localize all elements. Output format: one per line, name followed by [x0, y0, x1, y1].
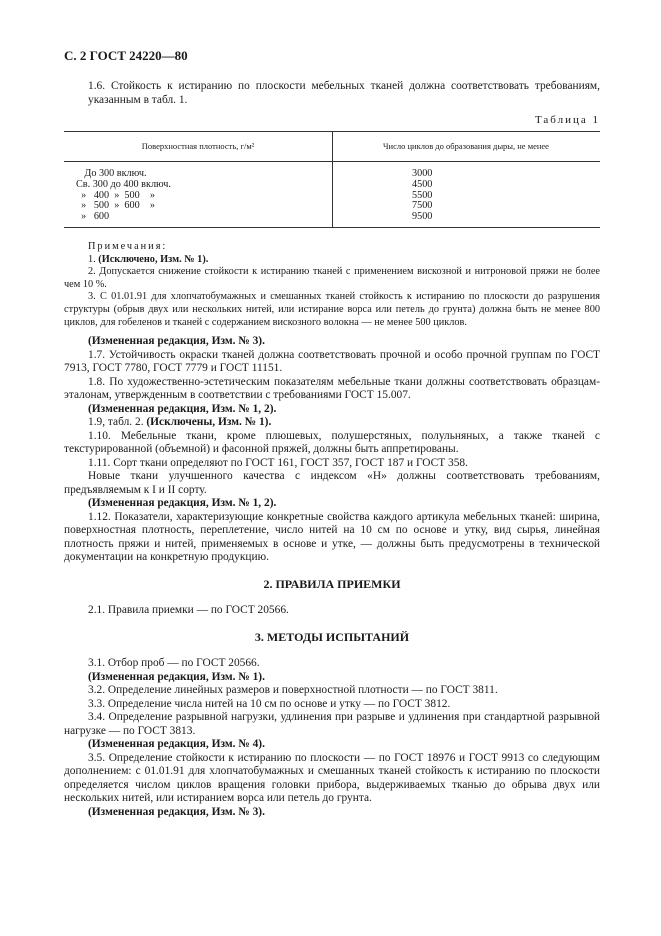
spacer	[64, 591, 600, 604]
note-1-text: (Исключено, Изм. № 1).	[98, 253, 209, 265]
spacer	[64, 618, 600, 631]
note-1-number: 1.	[88, 253, 99, 265]
table-cell-density: До 300 включ.	[64, 168, 147, 179]
clause-3-2: 3.2. Определение линейных размеров и поверхностной плотности — по ГОСТ 3811.	[88, 684, 498, 696]
table-column-cycles	[332, 169, 600, 223]
page-header: С. 2 ГОСТ 24220—80	[64, 48, 188, 63]
amendment-note: (Измененная редакция, Изм. № 1).	[88, 670, 265, 683]
amendment-note: (Измененная редакция, Изм. № 3).	[88, 805, 265, 818]
note-3: 3. С 01.01.91 для хлопчатобумажных и смешанных тканей стойкость к истиранию по плоскости до разрушения структуры (обрыв двух или нескольких нитей, или истирание ворса или петель до грунта) должна быть не менее 800 циклов, для гобеленов и тканей с содержанием вискозного волокна — не менее 500 циклов.	[64, 291, 600, 328]
table-cell-cycles: 4500	[412, 178, 433, 190]
amendment-note: (Измененная редакция, Изм. № 4).	[88, 738, 265, 750]
clause-1-11: 1.11. Сорт ткани определяют по ГОСТ 161, ГОСТ 357, ГОСТ 187 и ГОСТ 358.	[88, 456, 468, 469]
amendment-note: (Измененная редакция, Изм. № 1, 2).	[88, 402, 277, 415]
table-column-density	[64, 169, 332, 223]
spacer	[64, 565, 600, 578]
table-cell-cycles: 5500	[412, 189, 433, 201]
clause-3-4: 3.4. Определение разрывной нагрузки, удлинения при разрыве и удлинения при стандартной разрывной нагрузке — по ГОСТ 3813.	[64, 711, 600, 737]
clause-1-6	[64, 79, 600, 107]
table-cell-density: » 400 » 500 »	[76, 189, 155, 201]
clause-1-6-text: 1.6. Стойкость к истиранию по плоскости мебельных тканей должна соответствовать требованиям, указанным в табл. 1.	[88, 80, 600, 106]
clause-3-5: 3.5. Определение стойкости к истиранию по плоскости — по ГОСТ 18976 и ГОСТ 9913 со следующим дополнением: с 01.01.91 для хлопчатобумажных и смешанных тканей стойкость к истиранию по плоскости определяется числом циклов вращения головки прибора, выдерживаемых тканью до обрыва двух или нескольких нитей, или истиранием ворса или петель до грунта.	[64, 751, 600, 804]
note-2: 2. Допускается снижение стойкости к истиранию тканей с применением вискозной и нитроновой пряжи не более чем 10 %.	[64, 266, 600, 290]
section-3-heading: 3. МЕТОДЫ ИСПЫТАНИЙ	[254, 629, 410, 644]
table-1	[64, 131, 600, 227]
clause-1-9	[64, 416, 600, 430]
clause-1-11-continued: Новые ткани улучшенного качества с индексом «Н» должны соответствовать требованиям, предъявляемым к I и II сорту.	[64, 470, 600, 496]
clause-1-9-number: 1.9, табл. 2.	[88, 416, 147, 428]
table-caption: Таблица 1	[534, 114, 600, 126]
clause-1-9-text: (Исключены, Изм. № 1).	[146, 416, 272, 428]
spacer	[64, 644, 600, 657]
amendment-note: (Измененная редакция, Изм. № 1, 2).	[88, 497, 277, 509]
table-notes	[64, 241, 600, 329]
table-header-density: Поверхностная плотность, г/м²	[141, 141, 255, 151]
clause-1-12: 1.12. Показатели, характеризующие конкретные свойства каждого артикула мебельных тканей: ширина, поверхностная плотность, переплетение, число нитей на 10 см по основе и утку, вид сырья, линейная плотность пряжи и нитей, применяемых в основе и утке, — должны быть предусмотрены в технической документации на конкретную продукцию.	[64, 510, 600, 563]
table-cell-cycles: 9500	[412, 211, 433, 223]
amendment-note: (Измененная редакция, Изм. № 3).	[88, 335, 265, 347]
section-2-heading: 2. ПРАВИЛА ПРИЕМКИ	[263, 576, 401, 591]
table-cell-density: Св. 300 до 400 включ.	[76, 178, 171, 190]
table-bottom-rule	[64, 227, 600, 228]
clause-2-1: 2.1. Правила приемки — по ГОСТ 20566.	[88, 604, 289, 616]
clause-1-7: 1.7. Устойчивость окраски тканей должна соответствовать прочной и особо прочной группам по ГОСТ 7913, ГОСТ 7780, ГОСТ 7779 и ГОСТ 11151.	[64, 348, 600, 374]
document-body	[64, 335, 600, 819]
table-cell-density: » 500 » 600 »	[76, 200, 155, 212]
clause-1-10: 1.10. Мебельные ткани, кроме плюшевых, полушерстяных, полульняных, а также тканей с текстурированной (объемной) и фасонной пряжей, должны быть аппретированы.	[64, 429, 600, 455]
table-cell-cycles: 3000	[412, 168, 433, 179]
clause-3-3: 3.3. Определение числа нитей на 10 см по основе и утку — по ГОСТ 3812.	[88, 697, 451, 710]
note-1	[64, 254, 600, 267]
table-cell-cycles: 7500	[412, 200, 433, 212]
clause-1-8: 1.8. По художественно-эстетическим показателям мебельные ткани должны соответствовать образцам-эталонам, утвержденным в соответствии с требованиями ГОСТ 15.007.	[64, 375, 600, 401]
notes-title: Примечания:	[88, 241, 168, 252]
table-cell-density: » 600	[76, 211, 110, 223]
table-header-cycles: Число циклов до образования дыры, не менее	[383, 141, 549, 151]
clause-3-1: 3.1. Отбор проб — по ГОСТ 20566.	[88, 657, 260, 669]
